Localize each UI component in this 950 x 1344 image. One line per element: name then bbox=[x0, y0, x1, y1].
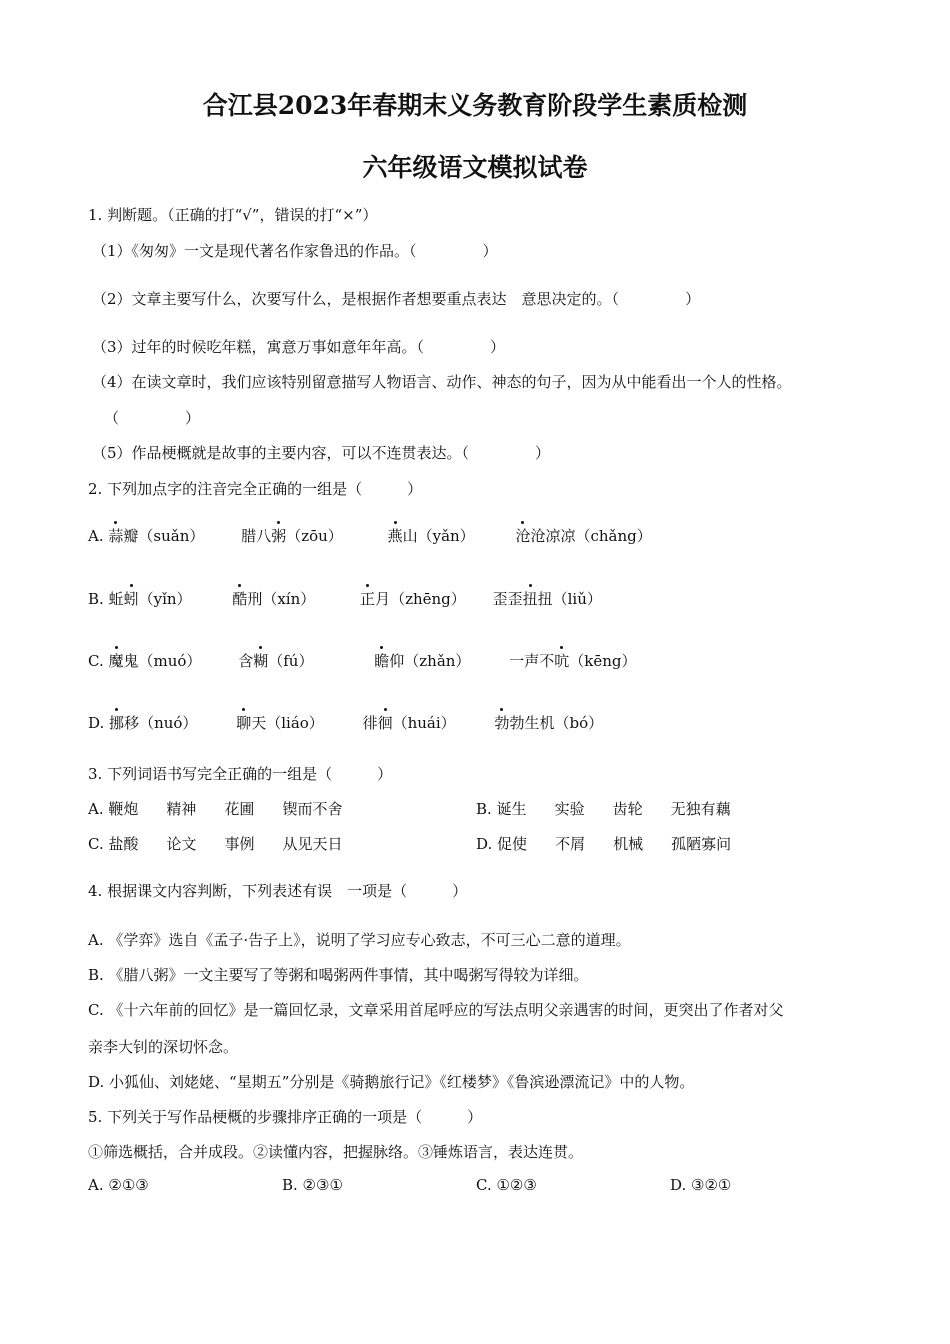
q3-option-c: C. 盐酸 论文 事例 从见天日 bbox=[88, 835, 343, 853]
q1-item-1: （1）《匆匆》一文是现代著名作家鲁迅的作品。（ ） bbox=[92, 242, 498, 260]
q2-option-b: B. 蚯蚓（yǐn） 酷刑（xín） 正月（zhēng） 歪歪扭扭（liǔ） bbox=[88, 590, 602, 608]
q2-option-c: C. 魔鬼（muó） 含糊（fú） 瞻仰（zhǎn） 一声不吭（kēng） bbox=[88, 652, 637, 670]
exam-subtitle: 六年级语文模拟试卷 bbox=[362, 153, 588, 182]
q3-option-a: A. 鞭炮 精神 花圃 锲而不舍 bbox=[88, 800, 343, 818]
exam-title: 合江县2023年春期末义务教育阶段学生素质检测 bbox=[202, 91, 748, 120]
q4-option-c-line1: C. 《十六年前的回忆》是一篇回忆录，文章采用首尾呼应的写法点明父亲遇害的时间，更突出了作者对父 bbox=[88, 1001, 784, 1019]
q1-item-3: （3）过年的时候吃年糕，寓意万事如意年年高。（ ） bbox=[92, 338, 506, 356]
q1-item-4-blank: （ ） bbox=[104, 409, 201, 427]
q4-option-a: A. 《学弈》选自《孟子·告子上》，说明了学习应专心致志，不可三心二意的道理。 bbox=[88, 931, 631, 949]
q1-item-2: （2）文章主要写什么，次要写什么，是根据作者想要重点表达 意思决定的。（ ） bbox=[92, 290, 701, 308]
q5-option-d: D. ③②① bbox=[670, 1176, 732, 1194]
q4-option-c-line2: 亲李大钊的深切怀念。 bbox=[88, 1038, 239, 1056]
q5-option-c: C. ①②③ bbox=[476, 1176, 537, 1194]
q2-option-a: A. 蒜瓣（suǎn） 腊八粥（zōu） 燕山（yǎn） 沧沧凉凉（chǎng） bbox=[88, 527, 652, 545]
q5-option-b: B. ②③① bbox=[282, 1176, 343, 1194]
q3-option-b: B. 诞生 实验 齿轮 无独有藕 bbox=[476, 800, 731, 818]
q4-option-b: B. 《腊八粥》一文主要写了等粥和喝粥两件事情，其中喝粥写得较为详细。 bbox=[88, 966, 589, 984]
q4-stem: 4. 根据课文内容判断，下列表述有误 一项是（ ） bbox=[88, 882, 468, 900]
q2-stem: 2. 下列加点字的注音完全正确的一组是（ ） bbox=[88, 480, 423, 498]
q1-item-5: （5）作品梗概就是故事的主要内容，可以不连贯表达。（ ） bbox=[92, 444, 551, 462]
q5-steps: ①筛选概括，合并成段。②读懂内容，把握脉络。③锤炼语言，表达连贯。 bbox=[88, 1143, 584, 1161]
q1-item-4: （4）在读文章时，我们应该特别留意描写人物语言、动作、神态的句子，因为从中能看出一个人的性格。 bbox=[92, 373, 792, 391]
q5-option-a: A. ②①③ bbox=[88, 1176, 149, 1194]
q2-option-d: D. 挪移（nuó） 聊天（liáo） 徘徊（huái） 勃勃生机（bó） bbox=[88, 714, 604, 732]
q1-stem: 1. 判断题。（正确的打“√”，错误的打“×”） bbox=[88, 206, 378, 224]
q5-stem: 5. 下列关于写作品梗概的步骤排序正确的一项是（ ） bbox=[88, 1108, 483, 1126]
q4-option-d: D. 小狐仙、刘姥姥、“星期五”分别是《骑鹅旅行记》《红楼梦》《鲁滨逊漂流记》中的人物。 bbox=[88, 1073, 695, 1091]
q3-stem: 3. 下列词语书写完全正确的一组是（ ） bbox=[88, 765, 393, 783]
q3-option-d: D. 促使 不屑 机械 孤陋寡问 bbox=[476, 835, 732, 853]
